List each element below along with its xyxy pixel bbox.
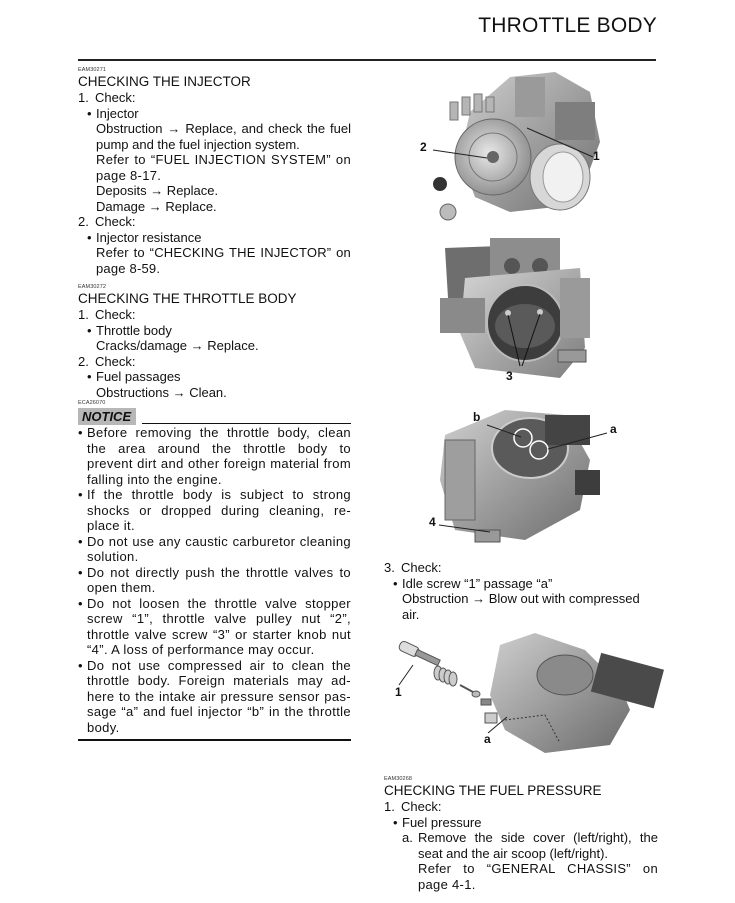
detail-line: Refer to “GENERAL CHASSIS” on page 4-1. [418, 861, 658, 892]
page-title: THROTTLE BODY [478, 14, 657, 37]
step-label: Check: [95, 214, 136, 229]
detail-line: Remove the side cover (left/right), the seat and the air scoop (left/right). [418, 830, 658, 861]
step-label: Check: [95, 353, 136, 369]
injector-section [78, 67, 351, 276]
fuel-pressure-section [384, 776, 658, 892]
figure-idle-screw-exploded [385, 625, 670, 755]
notice-text: Do not use any caustic carburetor cleaning solution. [87, 533, 351, 564]
step-label: Check: [95, 307, 136, 322]
bullet-item [78, 230, 351, 246]
notice-rule [142, 423, 351, 424]
step-number: 1. [384, 799, 395, 814]
section-title: CHECKING THE FUEL PRESSURE [384, 783, 602, 798]
detail-line: Obstructions → Clean. [96, 384, 227, 400]
step-number: 3. [384, 560, 395, 575]
notice-text: If the throttle body is subject to strong shocks or dropped during cleaning, re-place it. [87, 487, 351, 533]
bullet-icon: • [78, 564, 83, 580]
bullet-icon: • [87, 369, 92, 384]
step-number: 2. [78, 214, 89, 229]
step [384, 560, 658, 576]
bullet-icon: • [78, 595, 83, 611]
bullet-text: Throttle body [96, 322, 172, 338]
step [78, 354, 351, 370]
bullet-icon: • [87, 229, 92, 245]
bullet-icon: • [78, 487, 83, 502]
callout-label: 3 [506, 369, 513, 383]
step-label: Check: [401, 799, 442, 814]
bullet-icon: • [87, 322, 92, 338]
notice-item [78, 596, 351, 658]
bullet-text: Injector [96, 105, 139, 121]
throttle-body-illustration [415, 400, 630, 550]
callout-label: 2 [420, 140, 427, 154]
ref-code: EAM30268 [384, 776, 413, 782]
notice-item [78, 487, 351, 534]
section-title: CHECKING THE THROTTLE BODY [78, 291, 297, 306]
detail-line: Obstruction → Blow out with compressed air. [402, 591, 640, 622]
callout-label: 4 [429, 515, 436, 529]
step3-block [384, 560, 658, 622]
callout-label: a [484, 732, 491, 746]
sub-step [384, 830, 658, 892]
detail-line: Obstruction → Replace, and check the fuel pump and the fuel injection system. [96, 121, 351, 152]
callout-label: 1 [593, 149, 600, 163]
notice-text: Before removing the throttle body, clean the area around the throttle body to prevent dirt and other foreign material from falling into the engine. [87, 425, 351, 487]
ref-code: EAM30271 [78, 67, 107, 73]
notice-item [78, 534, 351, 565]
bullet-icon: • [393, 814, 398, 830]
detail-line: Refer to “CHECKING THE INJECTOR” on page 8-59. [96, 245, 351, 276]
notice-item [78, 658, 351, 736]
notice-label: NOTICE [78, 408, 136, 425]
header-rule [78, 59, 656, 61]
step [78, 307, 351, 323]
notice-text: Do not use compressed air to clean the throttle body. Foreign materials may ad-here to the intake air pressure sensor pas-sage “a” and fuel injector “b” in the throttle body. [87, 657, 351, 735]
bullet-icon: • [78, 533, 83, 549]
figure-throttle-body-pulley-side [415, 72, 625, 232]
figure-throttle-body-sensor-passages [415, 400, 630, 550]
bullet-text: Fuel pressure [402, 814, 482, 830]
bullet-item [78, 106, 351, 122]
left-column [78, 67, 351, 741]
notice-text: Do not loosen the throttle valve stopper screw “1”, throttle valve pulley nut “2”, throttle valve screw “3” or starter knob nut “4”. A loss of performance may occur. [87, 595, 351, 657]
bullet-item [384, 576, 658, 592]
notice-box [78, 400, 351, 741]
sub-step-letter: a. [402, 830, 413, 845]
detail-line: Cracks/damage → Replace. [96, 338, 259, 353]
ref-code: EAM30272 [78, 284, 107, 290]
notice-header [78, 408, 351, 425]
step [384, 799, 658, 815]
throttle-section [78, 284, 351, 400]
step [78, 90, 351, 106]
notice-end-rule [78, 739, 351, 741]
step-number: 2. [78, 353, 89, 369]
bullet-item [78, 323, 351, 339]
bullet-text: Injector resistance [96, 229, 202, 245]
step-label: Check: [95, 90, 136, 105]
bullet-item [384, 815, 658, 831]
step-label: Check: [401, 560, 442, 575]
callout-label: b [473, 410, 481, 424]
bullet-icon: • [87, 105, 92, 121]
detail-line: Deposits → Replace. [96, 183, 219, 198]
bullet-text: Fuel passages [96, 369, 181, 384]
callout-label: 1 [395, 685, 402, 699]
ref-code: ECA26070 [78, 400, 106, 406]
throttle-body-illustration [440, 238, 610, 388]
bullet-item [78, 369, 351, 385]
bullet-icon: • [393, 575, 398, 591]
step-number: 1. [78, 307, 89, 322]
callout-label: a [610, 422, 617, 436]
bullet-icon: • [78, 657, 83, 673]
notice-body [78, 425, 351, 735]
step [78, 214, 351, 230]
step-number: 1. [78, 90, 89, 105]
notice-text: Do not directly push the throttle valves to open them. [87, 564, 351, 595]
section-title: CHECKING THE INJECTOR [78, 74, 251, 89]
bullet-icon: • [78, 425, 83, 440]
detail-line: Refer to “FUEL INJECTION SYSTEM” on page 8-17. [96, 152, 351, 183]
notice-item [78, 565, 351, 596]
figure-throttle-body-bore-screws [440, 238, 610, 388]
bullet-text: Idle screw “1” passage “a” [402, 575, 553, 591]
notice-item [78, 425, 351, 487]
idle-screw-illustration [385, 625, 670, 755]
detail-line: Damage → Replace. [96, 198, 217, 214]
